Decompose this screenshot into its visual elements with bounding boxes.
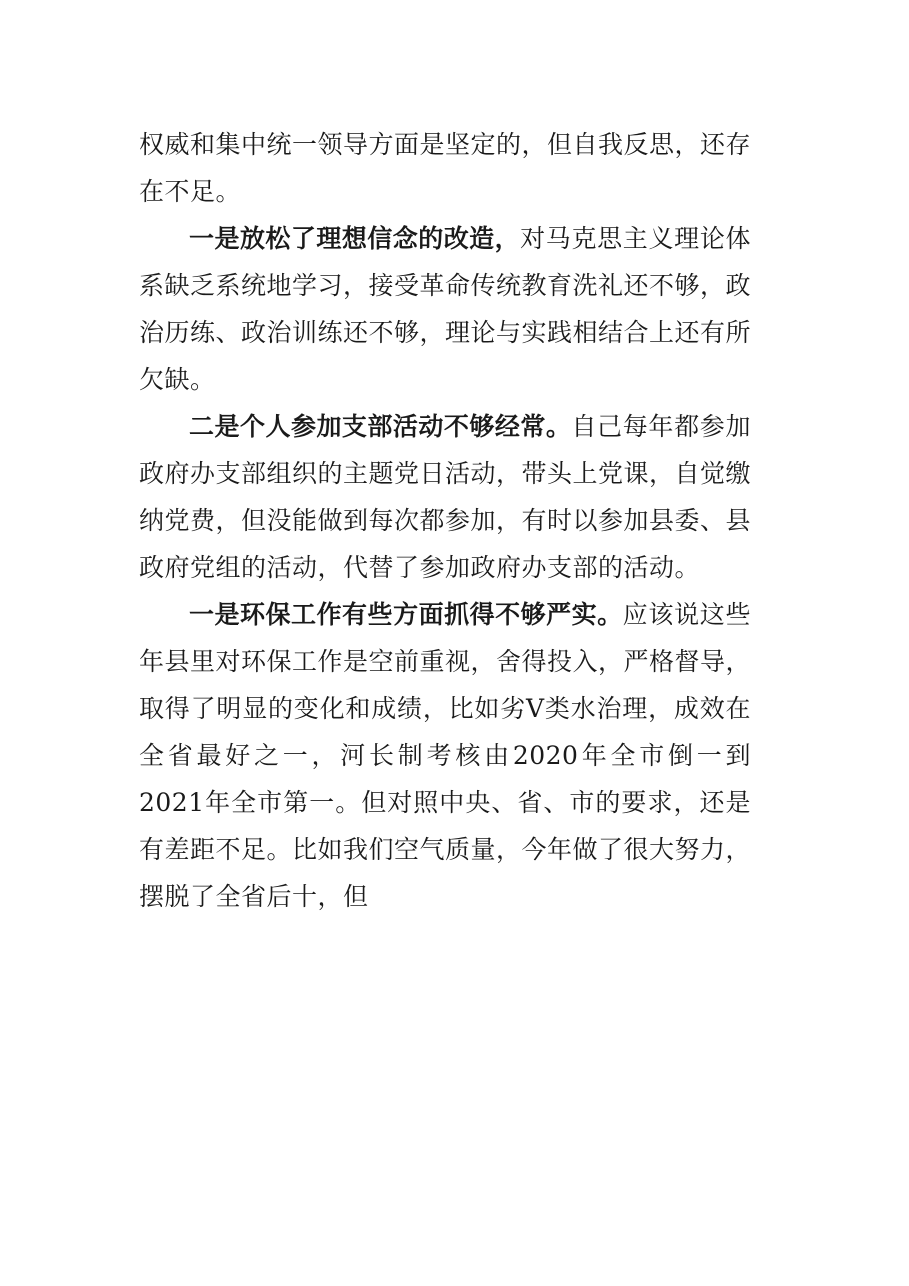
paragraph-text: 权威和集中统一领导方面是坚定的，但自我反思，还存在不足。 bbox=[139, 130, 752, 206]
document-body bbox=[139, 121, 751, 920]
paragraph-continuation bbox=[139, 121, 751, 215]
paragraph-text: 对马克思主义理论体系缺乏系统地学习，接受革命传统教育洗礼还不够，政治历练、政治训练还不够，理论与实践相结合上还有所欠缺。 bbox=[139, 224, 752, 394]
paragraph-text: 自己每年都参加政府办支部组织的主题党日活动，带头上党课，自觉缴纳党费，但没能做到每次都参加，有时以参加县委、县政府党组的活动，代替了参加政府办支部的活动。 bbox=[139, 412, 752, 582]
paragraph-text: 应该说这些年县里对环保工作是空前重视，舍得投入，严格督导，取得了明显的变化和成绩，比如劣Ⅴ类水治理，成效在全省最好之一，河长制考核由2020年全市倒一到2021年全市第一。但对照中央、省、市的要求，还是有差距不足。比如我们空气质量，今年做了很大努力，摆脱了全省后十，但 bbox=[139, 600, 752, 911]
paragraph-lead-bold: 一是环保工作有些方面抓得不够严实。 bbox=[189, 600, 623, 629]
paragraph-lead-bold: 二是个人参加支部活动不够经常。 bbox=[189, 412, 572, 441]
paragraph-point-one-environment bbox=[139, 591, 751, 920]
paragraph-lead-bold: 一是放松了理想信念的改造， bbox=[189, 224, 521, 253]
paragraph-point-one-ideals bbox=[139, 215, 751, 403]
paragraph-point-two-branch-activities bbox=[139, 403, 751, 591]
